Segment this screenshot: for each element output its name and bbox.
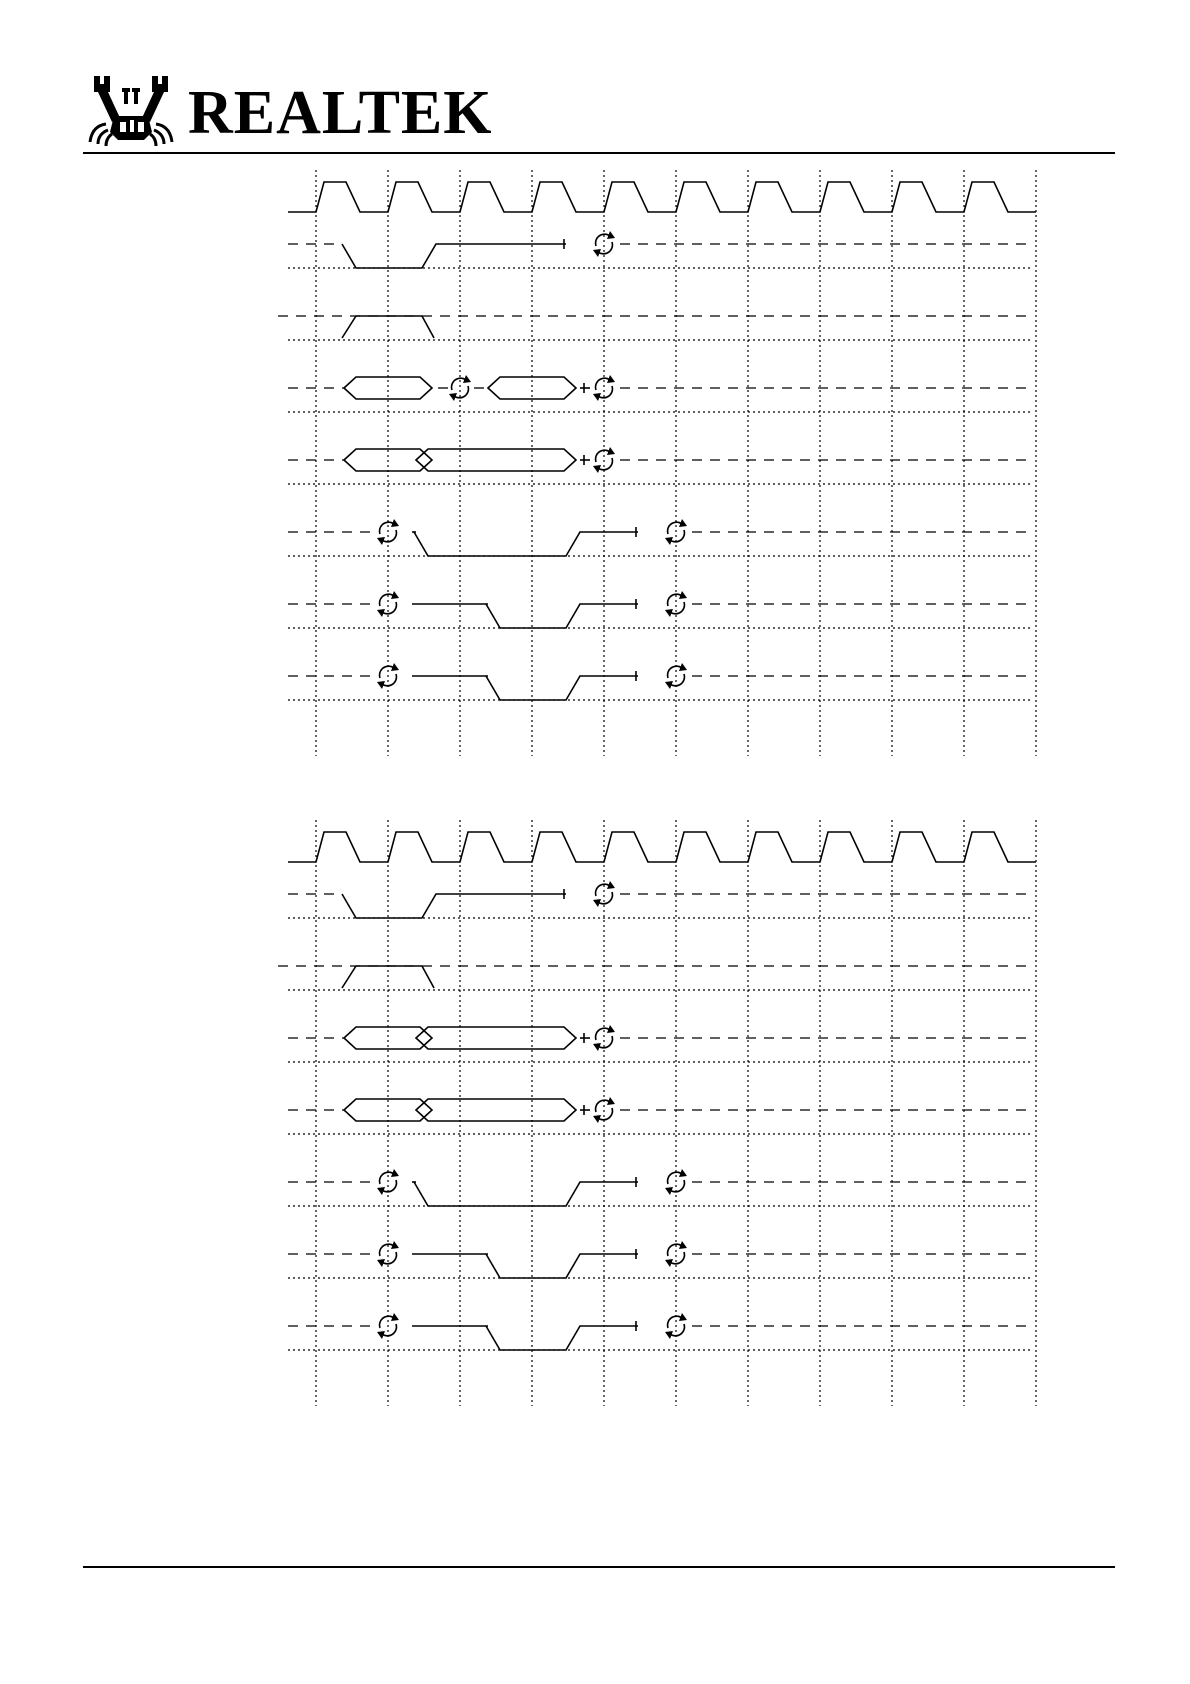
turnaround-arc	[382, 602, 396, 614]
turnaround-arc	[454, 386, 468, 398]
turnaround-arc	[598, 892, 612, 904]
strobe-pulse	[342, 966, 434, 988]
header-rule	[83, 152, 1115, 154]
turnaround-arc	[668, 666, 682, 678]
turnaround-arc	[668, 1316, 682, 1328]
turnaround-arc	[596, 1100, 610, 1112]
turnaround-arc	[380, 1172, 394, 1184]
turnaround-arc	[382, 530, 396, 542]
turnaround-arc	[382, 1324, 396, 1336]
active-low-pulse	[486, 676, 638, 700]
turnaround-icon	[593, 1025, 615, 1051]
turnaround-arc	[380, 1316, 394, 1328]
turnaround-arc	[380, 1244, 394, 1256]
footer-rule	[83, 1566, 1115, 1568]
timing-diagram-1	[0, 170, 1190, 730]
turnaround-icon	[593, 231, 615, 257]
turnaround-arc	[668, 522, 682, 534]
turnaround-arc	[382, 674, 396, 686]
turnaround-arc	[380, 666, 394, 678]
bus-segment	[416, 1099, 576, 1121]
turnaround-arc	[598, 458, 612, 470]
turnaround-arc	[670, 1252, 684, 1264]
turnaround-icon	[593, 881, 615, 907]
strobe-pulse	[342, 316, 434, 338]
brand-wordmark: REALTEK	[188, 79, 493, 147]
bus-segment	[416, 1027, 576, 1049]
turnaround-arc	[382, 1180, 396, 1192]
turnaround-arc	[668, 1244, 682, 1256]
turnaround-arc	[598, 1036, 612, 1048]
turnaround-arc	[596, 1028, 610, 1040]
turnaround-arc	[596, 234, 610, 246]
turnaround-arc	[382, 1252, 396, 1264]
timing-diagram-2	[0, 820, 1190, 1390]
turnaround-arc	[670, 530, 684, 542]
clock-waveform	[288, 832, 1036, 862]
turnaround-arc	[670, 1324, 684, 1336]
clock-waveform	[288, 182, 1036, 212]
turnaround-arc	[596, 450, 610, 462]
active-low-pulse	[486, 604, 638, 628]
turnaround-icon	[665, 591, 687, 617]
turnaround-arc	[596, 378, 610, 390]
turnaround-arc	[380, 594, 394, 606]
turnaround-icon	[593, 375, 615, 401]
turnaround-arc	[598, 242, 612, 254]
turnaround-icon	[449, 375, 471, 401]
turnaround-arc	[670, 674, 684, 686]
turnaround-icon	[665, 1241, 687, 1267]
turnaround-arc	[668, 1172, 682, 1184]
active-low-pulse	[486, 1326, 638, 1350]
realtek-crab-logo-icon	[86, 74, 176, 146]
turnaround-icon	[377, 1241, 399, 1267]
turnaround-arc	[598, 386, 612, 398]
turnaround-icon	[377, 591, 399, 617]
turnaround-arc	[380, 522, 394, 534]
turnaround-arc	[598, 1108, 612, 1120]
turnaround-arc	[452, 378, 466, 390]
turnaround-arc	[670, 1180, 684, 1192]
bus-segment	[416, 449, 576, 471]
turnaround-arc	[668, 594, 682, 606]
active-low-pulse	[486, 1254, 638, 1278]
turnaround-arc	[596, 884, 610, 896]
turnaround-arc	[670, 602, 684, 614]
